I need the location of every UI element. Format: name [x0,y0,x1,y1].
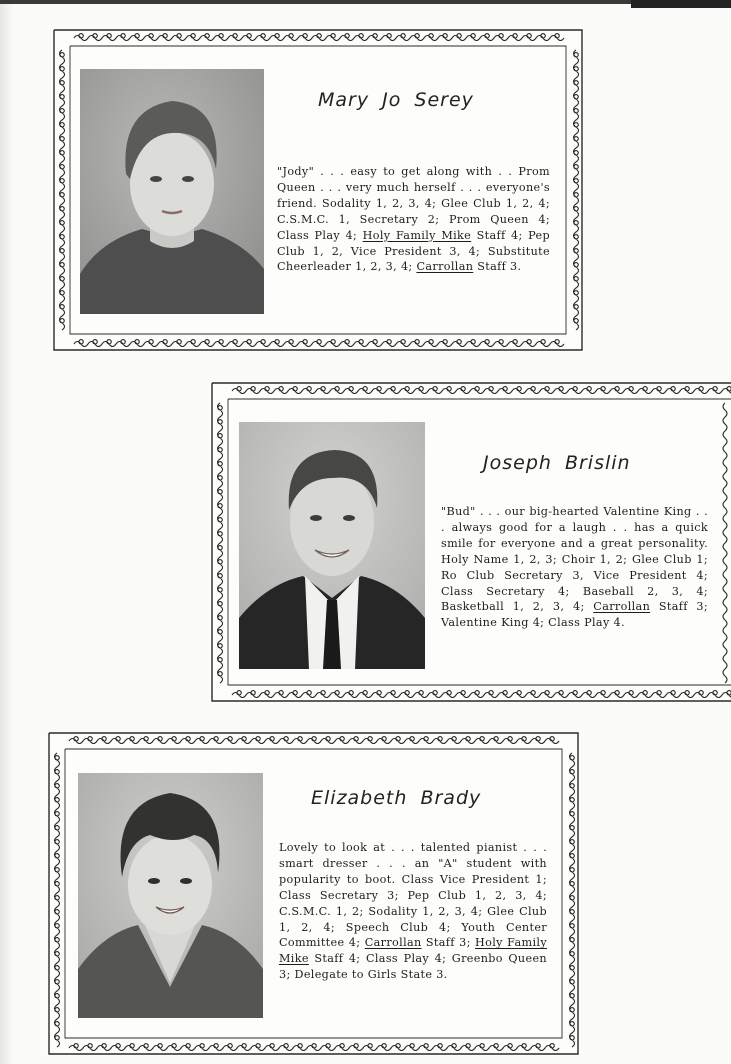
bio-text: "Bud" . . . our big-hearted Valentine King . . . always good for a laugh . . has a quick smile for everyone and a great personality. Holy Name 1, 2, 3; Choir 1, 2; Glee Club 1; Ro Club Secretary 3, Vice President 4; Class Secretary 4; Baseball 2, 3, 4; Basketball 1, 2, 3, 4; [441,505,708,614]
portrait-photo [80,69,264,314]
bio-text: Lovely to look at . . . talented pianist . . . smart dresser . . . an "A" student with popularity to boot. Class Vice President 1; Class Secretary 3; Pep Club 1, 2, 3, 4; C.S.M.C. 1, 2; Sodality 1, 2, 3, 4; Glee Club 1, 2, 4; Speech Club 4; Youth Center Committee 4; [279,841,547,950]
underlined-title: Holy Family Mike [279,936,548,966]
bio-text: Staff 4; Class Play 4; Greenbo Queen 3; Delegate to Girls State 3. [279,952,547,982]
bio-text: Staff 4; Pep Club 1, 2, Vice President 3, 4; Substitute Cheerleader 1, 2, 3, 4; [277,228,550,274]
senior-bio [277,164,550,275]
senior-bio [279,840,547,983]
portrait-photo [78,773,263,1018]
senior-bio [441,504,708,631]
senior-card-brislin [210,381,731,703]
underlined-title: Holy Family Mike [362,228,472,242]
page-gutter-shade [0,0,14,1064]
bio-text: Staff 3. [473,260,522,274]
page-corner-edge [631,0,731,8]
bio-text: "Jody" . . . easy to get along with . . Prom Queen . . . very much herself . . . everyone's friend. Sodality 1, 2, 3, 4; Glee Club 1, 2, 4; C.S.M.C. 1, Secretary 2; Prom Queen 4; Class Play 4; [277,165,550,242]
underlined-title: Carrollan [364,936,422,950]
portrait-photo [239,422,425,669]
bio-text: Staff 3; [421,936,476,950]
bio-text: Staff 3; Valentine King 4; Class Play 4. [441,600,708,630]
underlined-title: Carrollan [416,260,474,274]
senior-card-brady [47,731,580,1056]
senior-name: Joseph Brislin [483,452,631,474]
senior-name: Elizabeth Brady [311,787,482,809]
senior-card-serey [52,28,584,352]
underlined-title: Carrollan [593,600,651,614]
page-top-edge [0,0,731,4]
senior-name: Mary Jo Serey [318,89,474,111]
